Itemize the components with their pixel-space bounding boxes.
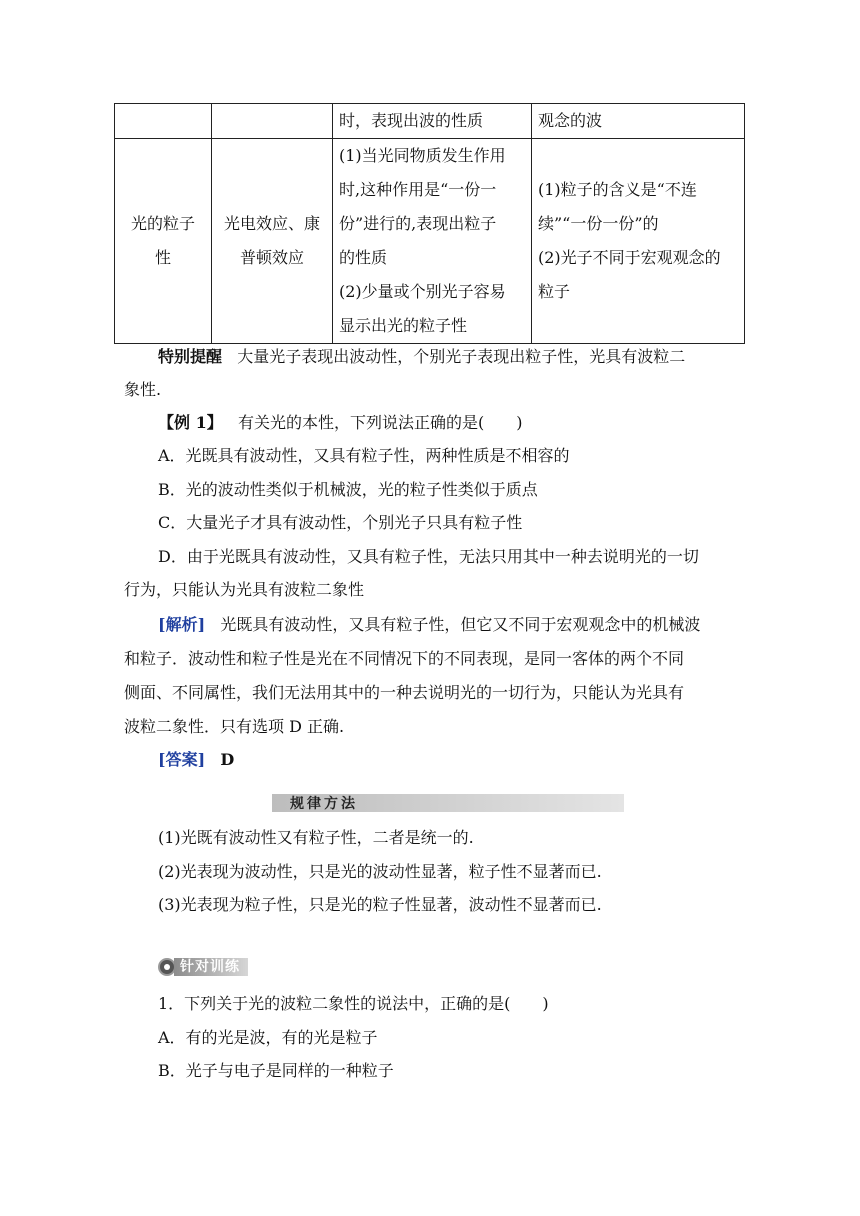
analysis-line: 波粒二象性．只有选项 D 正确. xyxy=(124,717,345,736)
analysis-line xyxy=(158,608,780,641)
comparison-table xyxy=(114,103,745,344)
answer-line xyxy=(158,743,780,776)
tip-text: 大量光子表现出波动性，个别光子表现出粒子性，光具有波粒二 xyxy=(237,347,686,366)
option-a: A．光既具有波动性，又具有粒子性，两种性质是不相容的 xyxy=(158,446,570,465)
cell-line: (2)少量或个别光子容易 xyxy=(339,282,506,301)
training-tag-label: 针对训练 xyxy=(174,958,248,976)
training-option-a: A．有的光是波，有的光是粒子 xyxy=(158,1028,378,1047)
method-point: (3)光表现为粒子性，只是光的粒子性显著，波动性不显著而已. xyxy=(158,895,602,914)
cell-line: 性 xyxy=(154,248,171,267)
option-d-cont: 行为，只能认为光具有波粒二象性 xyxy=(124,580,365,599)
table-cell: 时，表现出波的性质 xyxy=(333,104,532,139)
cell-line: 光的粒子 xyxy=(130,214,195,233)
example-label: 【例 1】 xyxy=(158,413,223,432)
table-cell xyxy=(115,104,212,139)
cell-line: 续”“一份一份”的 xyxy=(538,214,659,233)
answer-value: D xyxy=(220,750,235,769)
analysis-line: 侧面、不同属性，我们无法用其中的一种去说明光的一切行为，只能认为光具有 xyxy=(124,683,685,702)
tip-label: 特别提醒 xyxy=(158,347,223,366)
table-cell-notes xyxy=(532,139,745,344)
example-question: 有关光的本性，下列说法正确的是( ) xyxy=(237,413,523,432)
training-tag xyxy=(158,957,248,977)
cell-line: (1)当光同物质发生作用 xyxy=(339,146,506,165)
cell-line: (2)光子不同于宏观观念的 xyxy=(538,248,721,267)
table-cell xyxy=(212,104,333,139)
cell-line: 粒子 xyxy=(538,282,571,301)
cell-line: 光电效应、康 xyxy=(223,214,320,233)
method-point: (1)光既有波动性又有粒子性，二者是统一的. xyxy=(158,828,474,847)
example-stem xyxy=(158,406,780,439)
table-row xyxy=(115,104,745,139)
cell-line: 时,这种作用是“一份一 xyxy=(339,180,497,199)
method-banner xyxy=(272,794,624,812)
option-b: B．光的波动性类似于机械波，光的粒子性类似于质点 xyxy=(158,480,538,499)
analysis-line: 和粒子．波动性和粒子性是光在不同情况下的不同表现，是同一客体的两个不同 xyxy=(124,649,685,668)
answer-label: [答案] xyxy=(158,750,206,769)
training-option-b: B．光子与电子是同样的一种粒子 xyxy=(158,1061,394,1080)
table-cell-particle-nature xyxy=(115,139,212,344)
analysis-label: [解析] xyxy=(158,615,206,634)
table-cell-description xyxy=(333,139,532,344)
cell-line: 普顿效应 xyxy=(239,248,304,267)
table-cell-phenomena xyxy=(212,139,333,344)
method-banner-label: 规律方法 xyxy=(290,796,358,812)
special-tip xyxy=(158,340,780,373)
option-c: C．大量光子才具有波动性，个别光子只具有粒子性 xyxy=(158,513,523,532)
analysis-text: 光既具有波动性，又具有粒子性，但它又不同于宏观观念中的机械波 xyxy=(220,615,701,634)
table-row xyxy=(115,139,745,344)
option-d: D．由于光既具有波动性，又具有粒子性，无法只用其中一种去说明光的一切 xyxy=(158,547,699,566)
tip-text-cont: 象性. xyxy=(124,380,162,399)
table-cell: 观念的波 xyxy=(532,104,745,139)
cell-line: 显示出光的粒子性 xyxy=(339,316,468,335)
training-question: 1．下列关于光的波粒二象性的说法中，正确的是( ) xyxy=(158,994,549,1013)
cell-line: 的性质 xyxy=(339,248,388,267)
cell-line: 份”进行的,表现出粒子 xyxy=(339,214,497,233)
cell-line: (1)粒子的含义是“不连 xyxy=(538,180,697,199)
method-point: (2)光表现为波动性，只是光的波动性显著，粒子性不显著而已. xyxy=(158,862,602,881)
